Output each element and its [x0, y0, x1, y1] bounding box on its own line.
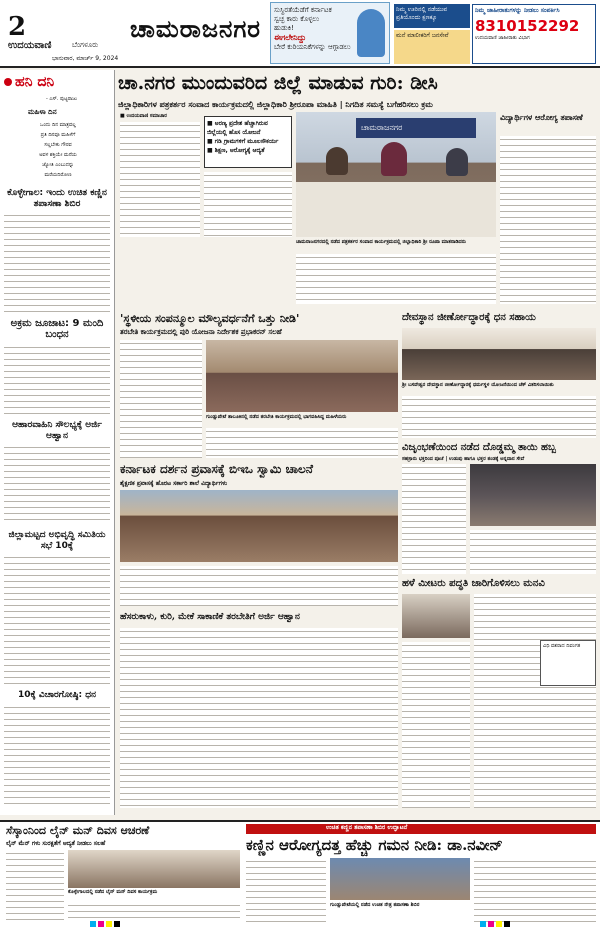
- section-subhead: ಶೈಕ್ಷಣಿಕ ಪ್ರವಾಸಕ್ಕೆ ಹೊರಟ ಸರ್ಕಾರಿ ಶಾಲೆ ವಿದ್ಯಾರ್ಥಿಗಳು: [120, 480, 228, 487]
- section-photo[interactable]: [402, 328, 596, 380]
- photo-caption: ಗುಂಡ್ಲುಪೇಟೆ ತಾಲೂಕಿನಲ್ಲಿ ನಡೆದ ತರಬೇತಿ ಕಾರ್ಯಕ್ರಮದಲ್ಲಿ ಭಾಗವಹಿಸಿದ್ದ ಮಹಿಳೆಯರು: [206, 414, 347, 420]
- brand-name: ಉದಯವಾಣಿ: [8, 40, 52, 51]
- left-headline-5[interactable]: 10ಕ್ಕೆ ವಿಚಾರಗೋಷ್ಠಿ: ಧನ: [17, 690, 97, 700]
- key-point: ■ ಶಿಕ್ಷಣ, ಆರೋಗ್ಯಕ್ಕೆ ಆದ್ಯತೆ: [207, 147, 265, 154]
- article-body: [474, 858, 596, 922]
- page-number: 2: [8, 12, 27, 42]
- article-body: [6, 850, 64, 922]
- ad-right-title: ನಿಮ್ಮ ಜಾಹೀರಾತುಗಳನ್ನು ನೀಡಲು ಸಂಪರ್ಕಿಸಿ: [475, 7, 560, 14]
- main-photo[interactable]: [296, 112, 496, 237]
- poem-title: ಮಹಿಳಾ ದಿನ: [28, 108, 57, 116]
- print-color-marks: [480, 921, 510, 927]
- section-photo[interactable]: [402, 594, 470, 638]
- poem-body: [6, 120, 110, 180]
- section-headline[interactable]: 'ಸ್ಥಳೀಯ ಸಂಪನ್ಮೂಲ ಮೌಲ್ಯವರ್ಧನೆಗೆ ಒತ್ತು ನೀಡಿ': [120, 312, 300, 325]
- poem-line: ಸಲ್ಲಬೇಕು ಗೌರವ: [44, 142, 72, 148]
- section-subhead: ಲೈನ್ ಮೆನ್ ಗಳು ಸುರಕ್ಷತೆಗೆ ಆದ್ಯತೆ ನೀಡಲು ಸಲಹೆ: [6, 840, 106, 847]
- footer-section: [0, 820, 600, 928]
- advertisement-mid[interactable]: [270, 2, 390, 64]
- mascot-icon: [357, 9, 385, 57]
- article-body: [120, 122, 200, 237]
- article-body: [204, 172, 292, 237]
- left-column: [0, 70, 115, 815]
- left-headline-2[interactable]: ಅಕ್ರಮ ಜೂಜಾಟ: 9 ಮಂದಿ ಬಂಧನ: [10, 318, 104, 340]
- article-body: [4, 444, 110, 524]
- article-body: [120, 340, 202, 458]
- poem-line: ಮರೆಯದಿರೋಣ: [44, 172, 72, 178]
- photo-caption: ಚಾಮರಾಜನಗರದಲ್ಲಿ ನಡೆದ ಪತ್ರಕರ್ತರ ಸಂವಾದ ಕಾರ್ಯಕ್ರಮದಲ್ಲಿ ಜಿಲ್ಲಾಧಿಕಾರಿ ಶ್ರೀ ರೂಪಾ ಮಾತನಾಡಿದರು: [296, 239, 467, 245]
- section-headline[interactable]: ಹೆಸರುಕಾಳು, ಕುರಿ, ಮೇಕೆ ಸಾಕಾಣಿಕೆ ತರಬೇತಿಗೆ ಅರ್ಜಿ ಆಹ್ವಾನ: [120, 612, 300, 622]
- article-body: [120, 628, 398, 808]
- masthead: [0, 0, 600, 68]
- column-author: - ಎಸ್. ಪುಟ್ಟರಾಜು: [46, 96, 78, 102]
- left-headline-3[interactable]: ಆಹಾರವಾಹಿನಿ ಸೌಲಭ್ಯಕ್ಕೆ ಅರ್ಜಿ ಆಹ್ವಾನ: [12, 420, 102, 441]
- article-body: [246, 858, 326, 922]
- black-mark-icon: [114, 921, 120, 927]
- article-body: [4, 554, 110, 684]
- festival-photo[interactable]: [470, 464, 596, 526]
- column-name-text: ಹನಿ ದನಿ: [15, 74, 55, 90]
- poem-line: ಒಂದು ದಿನ ಮಾತ್ರವಲ್ಲ: [39, 122, 76, 128]
- key-point: ಜಿಲ್ಲೆಯಲ್ಲಿ ಹೊಸ ಯೋಜನೆ: [207, 129, 261, 136]
- left-headline-1[interactable]: ಕೊಳ್ಳೇಗಾಲ: ಇಂದು ಉಚಿತ ಕಣ್ಣಿನ ತಪಾಸಣಾ ಶಿಬಿರ: [7, 188, 107, 209]
- article-body: [120, 566, 398, 606]
- article-body: [296, 254, 496, 304]
- article-body: [4, 212, 110, 312]
- ad-mid-highlight: ಈಗಲೇನಿದ್ದು: [274, 33, 306, 42]
- obituary-ad[interactable]: ವಿಧಿ ವಶರಾದ ದಿವಂಗತ: [540, 640, 596, 686]
- article-body: [500, 136, 596, 304]
- magenta-mark-icon: [488, 921, 494, 927]
- lineman-photo[interactable]: [68, 850, 240, 888]
- key-point: ■ ಗಡಿ ಗ್ರಾಮಗಳಿಗೆ ಮೂಲಸೌಕರ್ಯ: [207, 138, 279, 145]
- article-body: [474, 594, 596, 808]
- date-line: ಭಾನುವಾರ, ಮಾರ್ಚ್ 9, 2024: [52, 55, 119, 62]
- section-photo[interactable]: [206, 340, 398, 412]
- table-cloth: [296, 182, 496, 237]
- person-figure: [326, 147, 348, 175]
- brand-edition: ಬೆಂಗಳೂರು: [72, 41, 99, 49]
- section-headline[interactable]: ಹಳೆ ಮೀಟರು ಪದ್ಧತಿ ಜಾರಿಗೊಳಿಸಲು ಮನವಿ: [402, 578, 545, 589]
- eye-camp-photo[interactable]: [330, 858, 470, 900]
- cyan-mark-icon: [90, 921, 96, 927]
- article-body: [4, 704, 110, 809]
- ad-phone-number: 8310152292: [475, 17, 580, 35]
- section-subhead: ಸಹಸ್ರಾರು ಭಕ್ತರಿಂದ ಪೂಜೆ | ಉಡುಪು ಹಾಗೂ ಭಕ್ತರ ತಂಡಕ್ಕೆ ಅನ್ನದಾನ ಸೇವೆ: [402, 456, 525, 462]
- key-point: ■ ಅರಣ್ಯ ಪ್ರದೇಶ ಹೆಚ್ಚಾಗಿರುವ: [207, 120, 268, 127]
- ad-right-sub: ಉದಯವಾಣಿ ಜಾಹೀರಾತು ವಿಭಾಗ: [475, 35, 530, 41]
- ad-mid-line: ಸ್ವಚ್ಛ ಕಾರು ಕೊಳ್ಳಲು: [274, 15, 320, 23]
- article-body: [4, 344, 110, 414]
- students-photo[interactable]: [120, 490, 398, 562]
- article-body: [470, 530, 596, 574]
- section-headline[interactable]: ಸೆಸ್ಕಾಂನಿಂದ ಲೈನ್ ಮನ್ ದಿವಸ ಆಚರಣೆ: [6, 824, 150, 837]
- event-banner: ಚಾಮರಾಜನಗರ: [356, 118, 476, 138]
- section-headline[interactable]: ವಿಜೃಂಭಣೆಯಿಂದ ನಡೆದ ದೊಡ್ಡಮ್ಮ ತಾಯಿ ಹಬ್ಬ: [402, 442, 556, 453]
- advertisement-banner[interactable]: ನಿಮ್ಮ ಊರಿನಲ್ಲಿ ನಡೆಯುವ ಪ್ರತಿಯೊಂದು ಕ್ಷಣಕ್ಕೂ: [394, 4, 470, 28]
- advertisement-card[interactable]: ಮನೆ ಮಾಲೀಕರಿಗೆ ಜನಸೇವೆ: [394, 30, 470, 64]
- city-title: ಚಾಮರಾಜನಗರ: [130, 14, 262, 43]
- side-headline[interactable]: ವಿದ್ಯಾರ್ಥಿಗಳ ಆರೋಗ್ಯ ತಪಾಸಣೆ: [500, 112, 583, 122]
- section-headline[interactable]: ದೇವಸ್ಥಾನ ಜೀರ್ಣೋದ್ಧಾರಕ್ಕೆ ಧನ ಸಹಾಯ: [402, 312, 536, 323]
- section-headline[interactable]: ಕಣ್ಣಿನ ಆರೋಗ್ಯದತ್ತ ಹೆಚ್ಚು ಗಮನ ನೀಡಿ: ಡಾ.ನವೀನ್: [246, 836, 503, 854]
- bureau-tag: ■ ಉದಯವಾಣಿ ಸಮಾಚಾರ: [120, 113, 167, 119]
- poem-line: ಪ್ರತಿ ದಿನವೂ ಮಹಿಳೆಗೆ: [40, 132, 76, 138]
- section-subhead: ತರಬೇತಿ ಕಾರ್ಯಕ್ರಮದಲ್ಲಿ ಪುರಿ ಯೋಜನಾ ನಿರ್ದೇಶಕ ಪ್ರಭಾಕರನ್ ಸಲಹೆ: [120, 328, 282, 336]
- photo-caption: ಗುಂಡ್ಲುಪೇಟೆಯಲ್ಲಿ ನಡೆದ ಉಚಿತ ನೇತ್ರ ತಪಾಸಣಾ ಶಿಬಿರ: [330, 902, 420, 908]
- article-body: [402, 642, 470, 808]
- article-body: [68, 902, 240, 922]
- section-headline[interactable]: ಕರ್ನಾಟಕ ದರ್ಶನ ಪ್ರವಾಸಕ್ಕೆ ಬಿಇಒ ಸ್ವಾಮಿ ಚಾಲನೆ: [120, 462, 313, 476]
- cyan-mark-icon: [480, 921, 486, 927]
- column-name: [4, 74, 54, 90]
- article-body: [402, 464, 466, 574]
- yellow-mark-icon: [496, 921, 502, 927]
- ad-mid-line: ಹುಡುಕಿ!: [274, 24, 294, 32]
- main-headline[interactable]: ಚಾ.ನಗರ ಮುಂದುವರಿದ ಜಿಲ್ಲೆ ಮಾಡುವ ಗುರಿ: ಡೀಸಿ: [118, 72, 438, 94]
- main-subhead: ಜಿಲ್ಲಾಧಿಕಾರಿಗಳ ಪತ್ರಕರ್ತರ ಸಂವಾದ ಕಾರ್ಯಕ್ರಮದಲ್ಲಿ ಜಿಲ್ಲಾಧಿಕಾರಿ ಶ್ರೀರೂಪಾ ಮಾಹಿತಿ | ನಿಗದಿತ ಸಮಸ್ಯೆ ಬಗೆಹರಿಸಲು ಕ್ರಮ: [118, 100, 433, 109]
- article-body: [206, 428, 398, 458]
- section-kicker: ಉಚಿತ ಕಣ್ಣಿನ ತಪಾಸಣಾ ಶಿಬಿರ ಉದ್ಘಾಟನೆ: [246, 824, 596, 834]
- print-color-marks: [90, 921, 120, 927]
- ad-mid-line: ಸುಸ್ಥಿರತೆಯೆಡೆಗೆ ಕರ್ನಾಟಕ: [274, 6, 332, 14]
- advertisement-right[interactable]: [472, 4, 596, 64]
- person-figure: [446, 148, 468, 176]
- ad-mid-foot: ಬೇರೆ ಕುರಿಯನಿಕೆಗಳನ್ನು ಆಗ್ಗಾಡಲು: [274, 43, 351, 51]
- poem-line: ಅವಳ ಶಕ್ತಿಯೇ ಮನೆಯ: [39, 152, 77, 158]
- yellow-mark-icon: [106, 921, 112, 927]
- magenta-mark-icon: [98, 921, 104, 927]
- photo-caption: ಕೊಳ್ಳೇಗಾಲದಲ್ಲಿ ನಡೆದ ಲೈನ್ ಮನ್ ದಿವಸ ಕಾರ್ಯಕ್ರಮ: [68, 889, 158, 895]
- bullet-icon: [4, 78, 12, 86]
- left-headline-4[interactable]: ಜಿಲ್ಲಾಮಟ್ಟದ ಅಭಿವೃದ್ಧಿ ಸಮಿತಿಯ ಸಭೆ 10ಕ್ಕೆ: [8, 530, 106, 551]
- article-body: [402, 396, 596, 438]
- poem-line: ಜ್ಯೋತಿ ಎಂಬುದನ್ನು: [42, 162, 74, 168]
- black-mark-icon: [504, 921, 510, 927]
- key-points-box: [204, 116, 292, 168]
- person-figure: [381, 142, 407, 176]
- photo-caption: ಶ್ರೀ ಬಸವೇಶ್ವರ ದೇವಸ್ಥಾನ ಜೀರ್ಣೋದ್ಧಾರಕ್ಕೆ ಧರ್ಮಸ್ಥಳ ಯೋಜನೆಯಿಂದ ಚೆಕ್ ವಿತರಿಸಲಾಯಿತು: [402, 382, 554, 388]
